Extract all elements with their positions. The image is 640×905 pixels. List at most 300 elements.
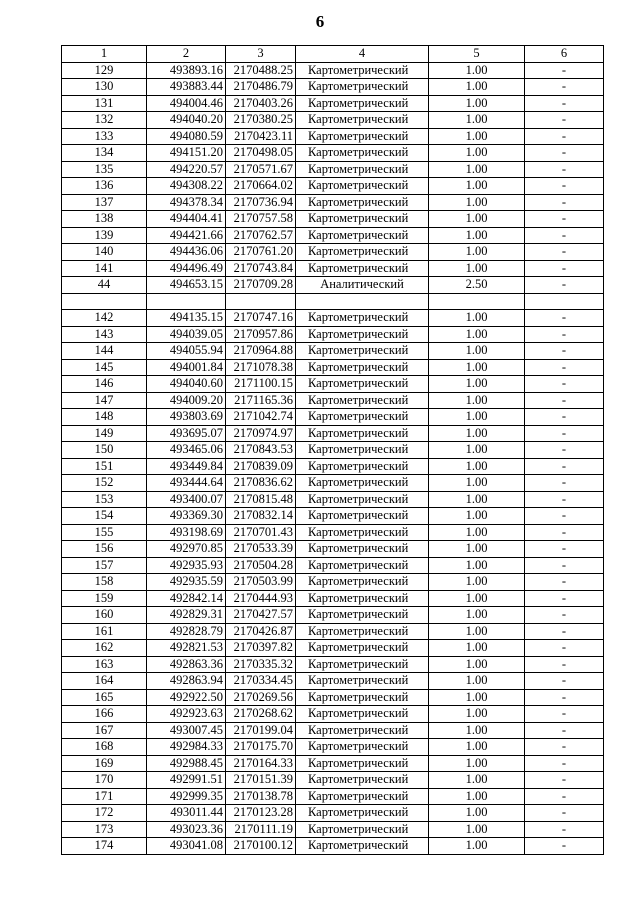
point-number-cell xyxy=(62,293,147,310)
note-cell: - xyxy=(525,607,604,624)
point-number-cell: 159 xyxy=(62,590,147,607)
accuracy-cell: 1.00 xyxy=(429,161,525,178)
point-number-cell: 157 xyxy=(62,557,147,574)
y-coordinate-cell: 2170836.62 xyxy=(226,475,296,492)
y-coordinate-cell: 2170701.43 xyxy=(226,524,296,541)
note-cell: - xyxy=(525,376,604,393)
accuracy-cell: 1.00 xyxy=(429,788,525,805)
table-row xyxy=(62,508,604,525)
y-coordinate-cell: 2170380.25 xyxy=(226,112,296,129)
x-coordinate-cell: 494496.49 xyxy=(147,260,226,277)
y-coordinate-cell: 2170571.67 xyxy=(226,161,296,178)
y-coordinate-cell: 2170403.26 xyxy=(226,95,296,112)
x-coordinate-cell: 492935.59 xyxy=(147,574,226,591)
note-cell: - xyxy=(525,326,604,343)
accuracy-cell: 1.00 xyxy=(429,590,525,607)
note-cell: - xyxy=(525,590,604,607)
table-row xyxy=(62,409,604,426)
y-coordinate-cell: 2171078.38 xyxy=(226,359,296,376)
method-cell: Картометрический xyxy=(296,409,429,426)
method-cell: Картометрический xyxy=(296,326,429,343)
y-coordinate-cell: 2170664.02 xyxy=(226,178,296,195)
table-row xyxy=(62,392,604,409)
accuracy-cell: 1.00 xyxy=(429,574,525,591)
method-cell: Картометрический xyxy=(296,706,429,723)
point-number-cell: 44 xyxy=(62,277,147,294)
note-cell: - xyxy=(525,161,604,178)
x-coordinate-cell: 492923.63 xyxy=(147,706,226,723)
y-coordinate-cell: 2170335.32 xyxy=(226,656,296,673)
table-row xyxy=(62,128,604,145)
accuracy-cell: 1.00 xyxy=(429,178,525,195)
x-coordinate-cell: 493444.64 xyxy=(147,475,226,492)
accuracy-cell: 2.50 xyxy=(429,277,525,294)
accuracy-cell: 1.00 xyxy=(429,689,525,706)
method-cell: Картометрический xyxy=(296,640,429,657)
point-number-cell: 145 xyxy=(62,359,147,376)
method-cell: Картометрический xyxy=(296,524,429,541)
accuracy-cell: 1.00 xyxy=(429,442,525,459)
method-cell: Картометрический xyxy=(296,557,429,574)
accuracy-cell: 1.00 xyxy=(429,739,525,756)
method-cell: Картометрический xyxy=(296,376,429,393)
y-coordinate-cell: 2170957.86 xyxy=(226,326,296,343)
point-number-cell: 172 xyxy=(62,805,147,822)
table-row xyxy=(62,475,604,492)
y-coordinate-cell: 2171100.15 xyxy=(226,376,296,393)
table-row xyxy=(62,838,604,855)
method-cell: Картометрический xyxy=(296,739,429,756)
x-coordinate-cell: 492991.51 xyxy=(147,772,226,789)
x-coordinate-cell: 494039.05 xyxy=(147,326,226,343)
method-cell: Картометрический xyxy=(296,343,429,360)
table-row xyxy=(62,656,604,673)
accuracy-cell: 1.00 xyxy=(429,772,525,789)
table-row xyxy=(62,260,604,277)
note-cell: - xyxy=(525,409,604,426)
method-cell: Картометрический xyxy=(296,475,429,492)
note-cell: - xyxy=(525,640,604,657)
y-coordinate-cell: 2170268.62 xyxy=(226,706,296,723)
accuracy-cell: 1.00 xyxy=(429,194,525,211)
method-cell: Картометрический xyxy=(296,821,429,838)
table-row xyxy=(62,821,604,838)
table-row xyxy=(62,211,604,228)
point-number-cell: 161 xyxy=(62,623,147,640)
point-number-cell: 170 xyxy=(62,772,147,789)
y-coordinate-cell: 2170164.33 xyxy=(226,755,296,772)
note-cell: - xyxy=(525,425,604,442)
accuracy-cell: 1.00 xyxy=(429,62,525,79)
note-cell: - xyxy=(525,557,604,574)
page-number: 6 xyxy=(315,12,325,31)
x-coordinate-cell: 494436.06 xyxy=(147,244,226,261)
method-cell: Картометрический xyxy=(296,260,429,277)
y-coordinate-cell: 2170427.57 xyxy=(226,607,296,624)
accuracy-cell: 1.00 xyxy=(429,673,525,690)
x-coordinate-cell: 492988.45 xyxy=(147,755,226,772)
table-row xyxy=(62,161,604,178)
note-cell: - xyxy=(525,788,604,805)
point-number-cell: 155 xyxy=(62,524,147,541)
y-coordinate-cell: 2170709.28 xyxy=(226,277,296,294)
point-number-cell: 174 xyxy=(62,838,147,855)
table-body xyxy=(62,62,604,854)
note-cell: - xyxy=(525,673,604,690)
x-coordinate-cell: 494151.20 xyxy=(147,145,226,162)
method-cell: Картометрический xyxy=(296,128,429,145)
y-coordinate-cell xyxy=(226,293,296,310)
x-coordinate-cell: 492842.14 xyxy=(147,590,226,607)
table-row xyxy=(62,607,604,624)
y-coordinate-cell: 2171042.74 xyxy=(226,409,296,426)
table-row xyxy=(62,623,604,640)
x-coordinate-cell: 494080.59 xyxy=(147,128,226,145)
point-number-cell: 156 xyxy=(62,541,147,558)
point-number-cell: 134 xyxy=(62,145,147,162)
method-cell: Картометрический xyxy=(296,442,429,459)
point-number-cell: 173 xyxy=(62,821,147,838)
method-cell: Картометрический xyxy=(296,574,429,591)
note-cell: - xyxy=(525,821,604,838)
method-cell: Картометрический xyxy=(296,805,429,822)
method-cell: Картометрический xyxy=(296,79,429,96)
x-coordinate-cell: 493695.07 xyxy=(147,425,226,442)
header-cell-x: 2 xyxy=(147,46,226,63)
x-coordinate-cell: 492828.79 xyxy=(147,623,226,640)
y-coordinate-cell: 2170123.28 xyxy=(226,805,296,822)
y-coordinate-cell: 2170761.20 xyxy=(226,244,296,261)
accuracy-cell: 1.00 xyxy=(429,359,525,376)
accuracy-cell: 1.00 xyxy=(429,640,525,657)
y-coordinate-cell: 2170743.84 xyxy=(226,260,296,277)
accuracy-cell: 1.00 xyxy=(429,211,525,228)
point-number-cell: 130 xyxy=(62,79,147,96)
x-coordinate-cell: 494135.15 xyxy=(147,310,226,327)
y-coordinate-cell: 2170762.57 xyxy=(226,227,296,244)
note-cell: - xyxy=(525,508,604,525)
x-coordinate-cell: 492970.85 xyxy=(147,541,226,558)
point-number-cell: 138 xyxy=(62,211,147,228)
table-row xyxy=(62,310,604,327)
note-cell: - xyxy=(525,310,604,327)
table-row xyxy=(62,788,604,805)
table-row xyxy=(62,640,604,657)
note-cell: - xyxy=(525,112,604,129)
x-coordinate-cell: 494001.84 xyxy=(147,359,226,376)
note-cell: - xyxy=(525,524,604,541)
point-number-cell: 137 xyxy=(62,194,147,211)
table-row xyxy=(62,112,604,129)
x-coordinate-cell: 492984.33 xyxy=(147,739,226,756)
table-row xyxy=(62,458,604,475)
table-row xyxy=(62,376,604,393)
x-coordinate-cell: 494040.60 xyxy=(147,376,226,393)
note-cell: - xyxy=(525,623,604,640)
table-row xyxy=(62,805,604,822)
note-cell: - xyxy=(525,62,604,79)
table-row xyxy=(62,772,604,789)
x-coordinate-cell: 493803.69 xyxy=(147,409,226,426)
note-cell: - xyxy=(525,541,604,558)
x-coordinate-cell: 493011.44 xyxy=(147,805,226,822)
x-coordinate-cell: 494378.34 xyxy=(147,194,226,211)
y-coordinate-cell: 2170100.12 xyxy=(226,838,296,855)
table-row xyxy=(62,590,604,607)
accuracy-cell: 1.00 xyxy=(429,260,525,277)
point-number-cell: 168 xyxy=(62,739,147,756)
note-cell: - xyxy=(525,755,604,772)
note-cell: - xyxy=(525,491,604,508)
table-row xyxy=(62,491,604,508)
note-cell: - xyxy=(525,706,604,723)
header-cell-method: 4 xyxy=(296,46,429,63)
x-coordinate-cell: 492863.94 xyxy=(147,673,226,690)
x-coordinate-cell: 493400.07 xyxy=(147,491,226,508)
y-coordinate-cell: 2170151.39 xyxy=(226,772,296,789)
accuracy-cell: 1.00 xyxy=(429,722,525,739)
point-number-cell: 152 xyxy=(62,475,147,492)
y-coordinate-cell: 2170815.48 xyxy=(226,491,296,508)
table-row xyxy=(62,722,604,739)
point-number-cell: 143 xyxy=(62,326,147,343)
point-number-cell: 158 xyxy=(62,574,147,591)
note-cell: - xyxy=(525,772,604,789)
method-cell: Картометрический xyxy=(296,161,429,178)
point-number-cell: 160 xyxy=(62,607,147,624)
note-cell: - xyxy=(525,475,604,492)
y-coordinate-cell: 2170757.58 xyxy=(226,211,296,228)
table-row xyxy=(62,277,604,294)
x-coordinate-cell: 493883.44 xyxy=(147,79,226,96)
accuracy-cell: 1.00 xyxy=(429,128,525,145)
note-cell: - xyxy=(525,442,604,459)
x-coordinate-cell: 493369.30 xyxy=(147,508,226,525)
x-coordinate-cell: 494308.22 xyxy=(147,178,226,195)
table-row xyxy=(62,79,604,96)
table-row xyxy=(62,95,604,112)
accuracy-cell: 1.00 xyxy=(429,524,525,541)
method-cell: Картометрический xyxy=(296,656,429,673)
y-coordinate-cell: 2170974.97 xyxy=(226,425,296,442)
y-coordinate-cell: 2170138.78 xyxy=(226,788,296,805)
table-row xyxy=(62,557,604,574)
x-coordinate-cell: 492821.53 xyxy=(147,640,226,657)
method-cell: Картометрический xyxy=(296,95,429,112)
header-cell-note: 6 xyxy=(525,46,604,63)
accuracy-cell: 1.00 xyxy=(429,326,525,343)
note-cell: - xyxy=(525,359,604,376)
method-cell: Картометрический xyxy=(296,310,429,327)
table-row xyxy=(62,574,604,591)
y-coordinate-cell: 2170503.99 xyxy=(226,574,296,591)
point-number-cell: 164 xyxy=(62,673,147,690)
method-cell: Картометрический xyxy=(296,458,429,475)
y-coordinate-cell: 2170175.70 xyxy=(226,739,296,756)
point-number-cell: 167 xyxy=(62,722,147,739)
x-coordinate-cell: 494220.57 xyxy=(147,161,226,178)
point-number-cell: 136 xyxy=(62,178,147,195)
table-row xyxy=(62,178,604,195)
header-cell-point: 1 xyxy=(62,46,147,63)
y-coordinate-cell: 2170426.87 xyxy=(226,623,296,640)
note-cell: - xyxy=(525,194,604,211)
x-coordinate-cell: 493465.06 xyxy=(147,442,226,459)
accuracy-cell: 1.00 xyxy=(429,112,525,129)
accuracy-cell: 1.00 xyxy=(429,475,525,492)
method-cell: Картометрический xyxy=(296,425,429,442)
note-cell: - xyxy=(525,656,604,673)
x-coordinate-cell: 492935.93 xyxy=(147,557,226,574)
accuracy-cell: 1.00 xyxy=(429,755,525,772)
note-cell: - xyxy=(525,838,604,855)
x-coordinate-cell: 494653.15 xyxy=(147,277,226,294)
x-coordinate-cell: 493023.36 xyxy=(147,821,226,838)
point-number-cell: 144 xyxy=(62,343,147,360)
note-cell: - xyxy=(525,178,604,195)
method-cell xyxy=(296,293,429,310)
point-number-cell: 135 xyxy=(62,161,147,178)
note-cell: - xyxy=(525,392,604,409)
note-cell: - xyxy=(525,211,604,228)
point-number-cell: 146 xyxy=(62,376,147,393)
accuracy-cell: 1.00 xyxy=(429,557,525,574)
accuracy-cell: 1.00 xyxy=(429,409,525,426)
method-cell: Картометрический xyxy=(296,211,429,228)
table-row xyxy=(62,293,604,310)
method-cell: Картометрический xyxy=(296,623,429,640)
note-cell: - xyxy=(525,277,604,294)
method-cell: Картометрический xyxy=(296,673,429,690)
accuracy-cell: 1.00 xyxy=(429,458,525,475)
accuracy-cell: 1.00 xyxy=(429,508,525,525)
y-coordinate-cell: 2170423.11 xyxy=(226,128,296,145)
point-number-cell: 165 xyxy=(62,689,147,706)
x-coordinate-cell: 494004.46 xyxy=(147,95,226,112)
method-cell: Картометрический xyxy=(296,508,429,525)
y-coordinate-cell: 2170486.79 xyxy=(226,79,296,96)
method-cell: Картометрический xyxy=(296,838,429,855)
y-coordinate-cell: 2170111.19 xyxy=(226,821,296,838)
accuracy-cell: 1.00 xyxy=(429,656,525,673)
method-cell: Картометрический xyxy=(296,392,429,409)
table-row xyxy=(62,739,604,756)
y-coordinate-cell: 2170964.88 xyxy=(226,343,296,360)
note-cell: - xyxy=(525,805,604,822)
table-row xyxy=(62,145,604,162)
point-number-cell: 149 xyxy=(62,425,147,442)
note-cell: - xyxy=(525,95,604,112)
x-coordinate-cell: 493893.16 xyxy=(147,62,226,79)
y-coordinate-cell: 2170498.05 xyxy=(226,145,296,162)
point-number-cell: 131 xyxy=(62,95,147,112)
y-coordinate-cell: 2170334.45 xyxy=(226,673,296,690)
point-number-cell: 171 xyxy=(62,788,147,805)
x-coordinate-cell: 492829.31 xyxy=(147,607,226,624)
method-cell: Картометрический xyxy=(296,607,429,624)
y-coordinate-cell: 2170488.25 xyxy=(226,62,296,79)
note-cell: - xyxy=(525,79,604,96)
method-cell: Аналитический xyxy=(296,277,429,294)
y-coordinate-cell: 2170843.53 xyxy=(226,442,296,459)
x-coordinate-cell: 493041.08 xyxy=(147,838,226,855)
method-cell: Картометрический xyxy=(296,590,429,607)
method-cell: Картометрический xyxy=(296,541,429,558)
method-cell: Картометрический xyxy=(296,227,429,244)
x-coordinate-cell: 492999.35 xyxy=(147,788,226,805)
method-cell: Картометрический xyxy=(296,359,429,376)
note-cell: - xyxy=(525,689,604,706)
table-row xyxy=(62,689,604,706)
method-cell: Картометрический xyxy=(296,755,429,772)
point-number-cell: 154 xyxy=(62,508,147,525)
point-number-cell: 129 xyxy=(62,62,147,79)
point-number-cell: 141 xyxy=(62,260,147,277)
y-coordinate-cell: 2170832.14 xyxy=(226,508,296,525)
table-row xyxy=(62,673,604,690)
table-row xyxy=(62,706,604,723)
note-cell: - xyxy=(525,244,604,261)
x-coordinate-cell: 494055.94 xyxy=(147,343,226,360)
note-cell: - xyxy=(525,343,604,360)
table-row xyxy=(62,326,604,343)
point-number-cell: 140 xyxy=(62,244,147,261)
accuracy-cell: 1.00 xyxy=(429,491,525,508)
method-cell: Картометрический xyxy=(296,112,429,129)
note-cell: - xyxy=(525,145,604,162)
accuracy-cell: 1.00 xyxy=(429,425,525,442)
method-cell: Картометрический xyxy=(296,722,429,739)
y-coordinate-cell: 2170269.56 xyxy=(226,689,296,706)
x-coordinate-cell: 493007.45 xyxy=(147,722,226,739)
x-coordinate-cell: 494421.66 xyxy=(147,227,226,244)
accuracy-cell: 1.00 xyxy=(429,821,525,838)
method-cell: Картометрический xyxy=(296,491,429,508)
accuracy-cell: 1.00 xyxy=(429,376,525,393)
table-row xyxy=(62,62,604,79)
method-cell: Картометрический xyxy=(296,62,429,79)
note-cell: - xyxy=(525,722,604,739)
method-cell: Картометрический xyxy=(296,145,429,162)
method-cell: Картометрический xyxy=(296,244,429,261)
accuracy-cell: 1.00 xyxy=(429,95,525,112)
table-row xyxy=(62,524,604,541)
header-cell-y: 3 xyxy=(226,46,296,63)
point-number-cell: 133 xyxy=(62,128,147,145)
method-cell: Картометрический xyxy=(296,194,429,211)
accuracy-cell: 1.00 xyxy=(429,805,525,822)
point-number-cell: 142 xyxy=(62,310,147,327)
accuracy-cell: 1.00 xyxy=(429,79,525,96)
point-number-cell: 132 xyxy=(62,112,147,129)
coordinates-table xyxy=(61,45,604,855)
y-coordinate-cell: 2171165.36 xyxy=(226,392,296,409)
table-row xyxy=(62,359,604,376)
point-number-cell: 166 xyxy=(62,706,147,723)
point-number-cell: 169 xyxy=(62,755,147,772)
y-coordinate-cell: 2170397.82 xyxy=(226,640,296,657)
y-coordinate-cell: 2170504.28 xyxy=(226,557,296,574)
accuracy-cell: 1.00 xyxy=(429,392,525,409)
point-number-cell: 148 xyxy=(62,409,147,426)
note-cell xyxy=(525,293,604,310)
point-number-cell: 162 xyxy=(62,640,147,657)
note-cell: - xyxy=(525,128,604,145)
y-coordinate-cell: 2170533.39 xyxy=(226,541,296,558)
x-coordinate-cell: 492863.36 xyxy=(147,656,226,673)
method-cell: Картометрический xyxy=(296,178,429,195)
x-coordinate-cell: 494009.20 xyxy=(147,392,226,409)
